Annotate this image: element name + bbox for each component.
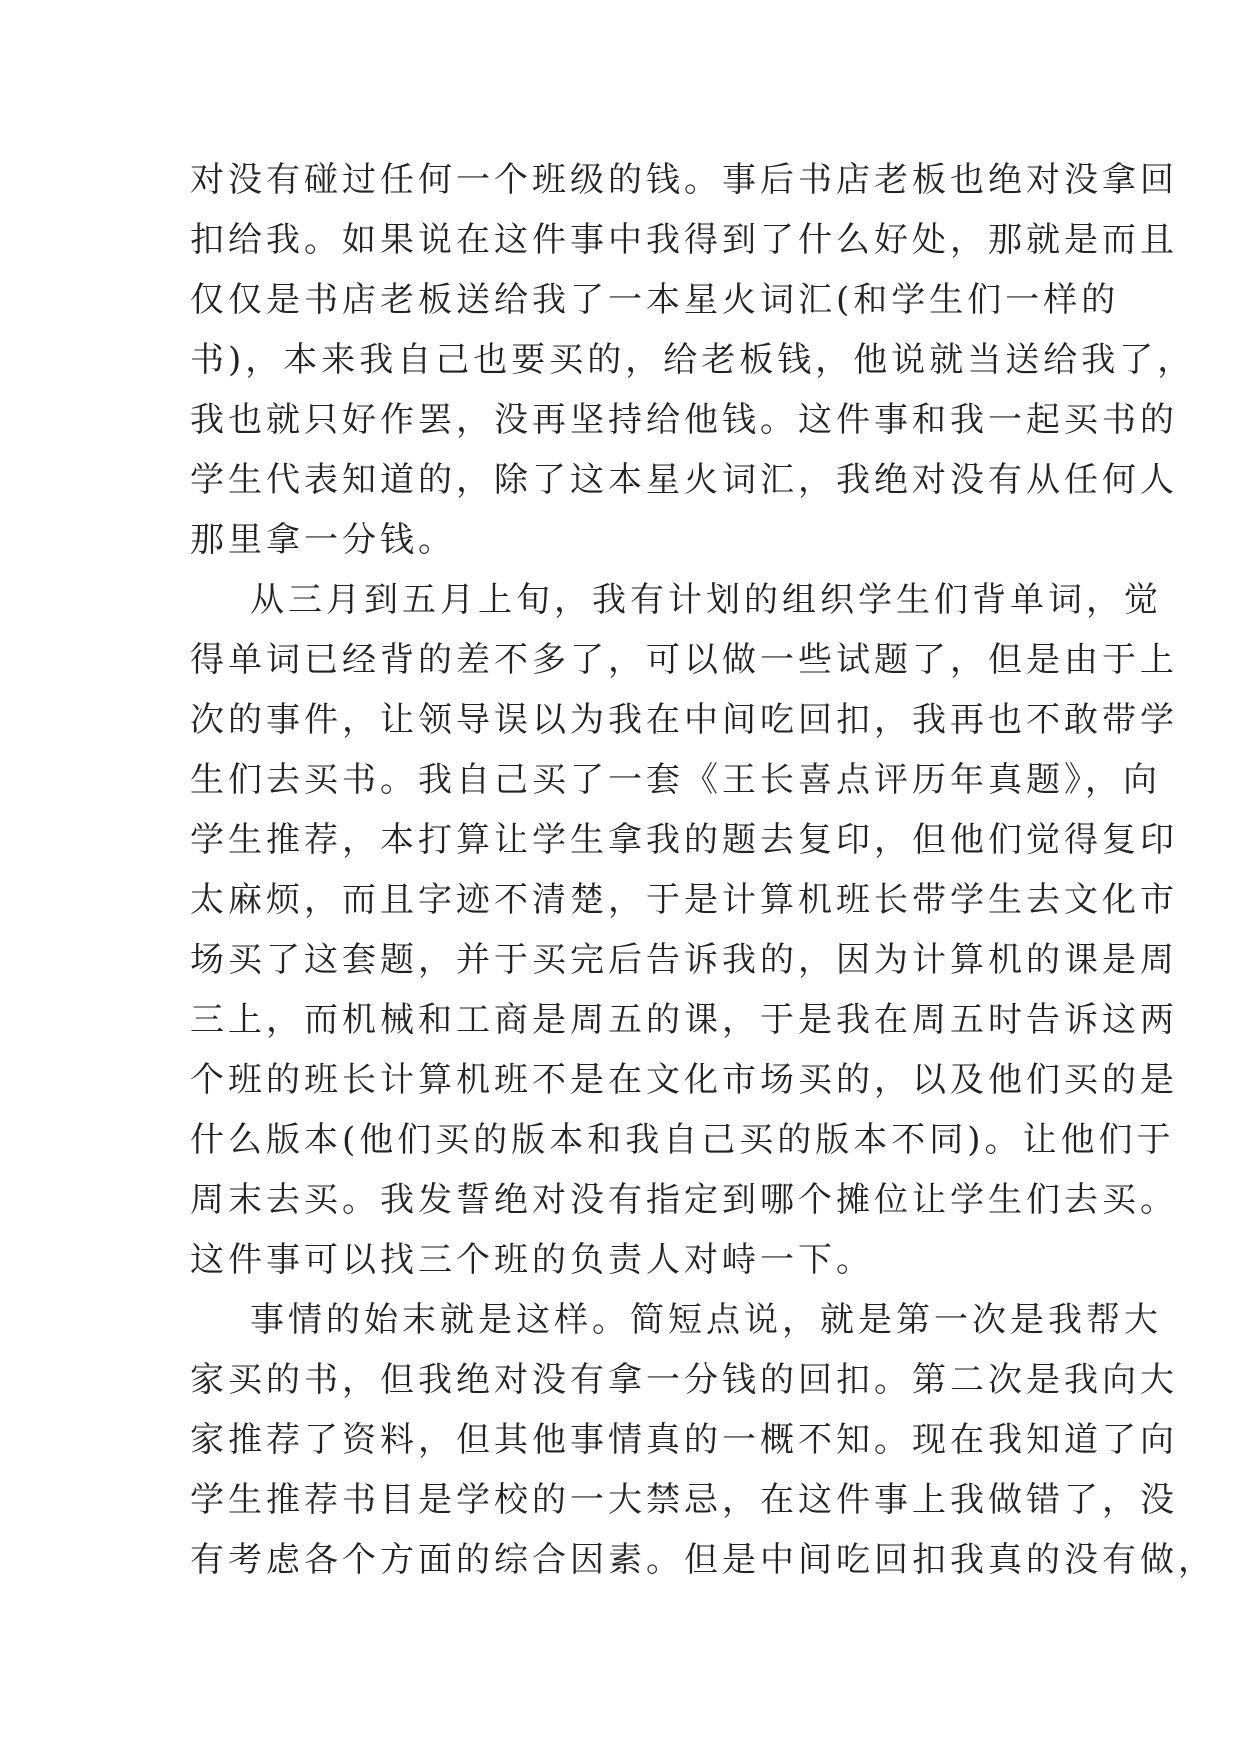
text-line: 什么版本(他们买的版本和我自己买的版本不同)。让他们于 [190,1120,1175,1160]
text-line: 次的事件，让领导误以为我在中间吃回扣，我再也不敢带学 [190,700,1178,740]
text-line: 得单词已经背的差不多了，可以做一些试题了，但是由于上 [190,640,1178,680]
text-line: 书)，本来我自己也要买的，给老板钱，他说就当送给我了， [190,340,1196,380]
text-line: 生们去买书。我自己买了一套《王长喜点评历年真题》，向 [190,760,1161,800]
text-line: 学生推荐，本打算让学生拿我的题去复印，但他们觉得复印 [190,820,1178,860]
text-line: 家推荐了资料，但其他事情真的一概不知。现在我知道了向 [190,1420,1178,1460]
text-line: 这件事可以找三个班的负责人对峙一下。 [190,1240,874,1280]
text-line: 事情的始末就是这样。简短点说，就是第一次是我帮大 [250,1300,1162,1340]
text-line: 场买了这套题，并于买完后告诉我的，因为计算机的课是周 [190,940,1178,980]
text-line: 对没有碰过任何一个班级的钱。事后书店老板也绝对没拿回 [190,160,1178,200]
text-line: 那里拿一分钱。 [190,520,456,560]
text-line: 从三月到五月上旬，我有计划的组织学生们背单词，觉 [250,580,1162,620]
paragraph-3 [190,1300,1216,1600]
text-line: 家买的书，但我绝对没有拿一分钱的回扣。第二次是我向大 [190,1360,1178,1400]
text-line: 太麻烦，而且字迹不清楚，于是计算机班长带学生去文化市 [190,880,1178,920]
text-line: 我也就只好作罢，没再坚持给他钱。这件事和我一起买书的 [190,400,1178,440]
text-line: 学生推荐书目是学校的一大禁忌，在这件事上我做错了，没 [190,1480,1178,1520]
text-line: 三上，而机械和工商是周五的课，于是我在周五时告诉这两 [190,1000,1178,1040]
text-line: 扣给我。如果说在这件事中我得到了什么好处，那就是而且 [190,220,1178,260]
text-line: 有考虑各个方面的综合因素。但是中间吃回扣我真的没有做， [190,1540,1216,1580]
text-line: 学生代表知道的，除了这本星火词汇，我绝对没有从任何人 [190,460,1178,500]
paragraph-1 [190,160,1196,580]
document-body [190,160,1216,1600]
text-line: 仅仅是书店老板送给我了一本星火词汇(和学生们一样的 [190,280,1120,320]
paragraph-2 [190,580,1178,1300]
text-line: 个班的班长计算机班不是在文化市场买的，以及他们买的是 [190,1060,1178,1100]
text-line: 周末去买。我发誓绝对没有指定到哪个摊位让学生们去买。 [190,1180,1178,1220]
